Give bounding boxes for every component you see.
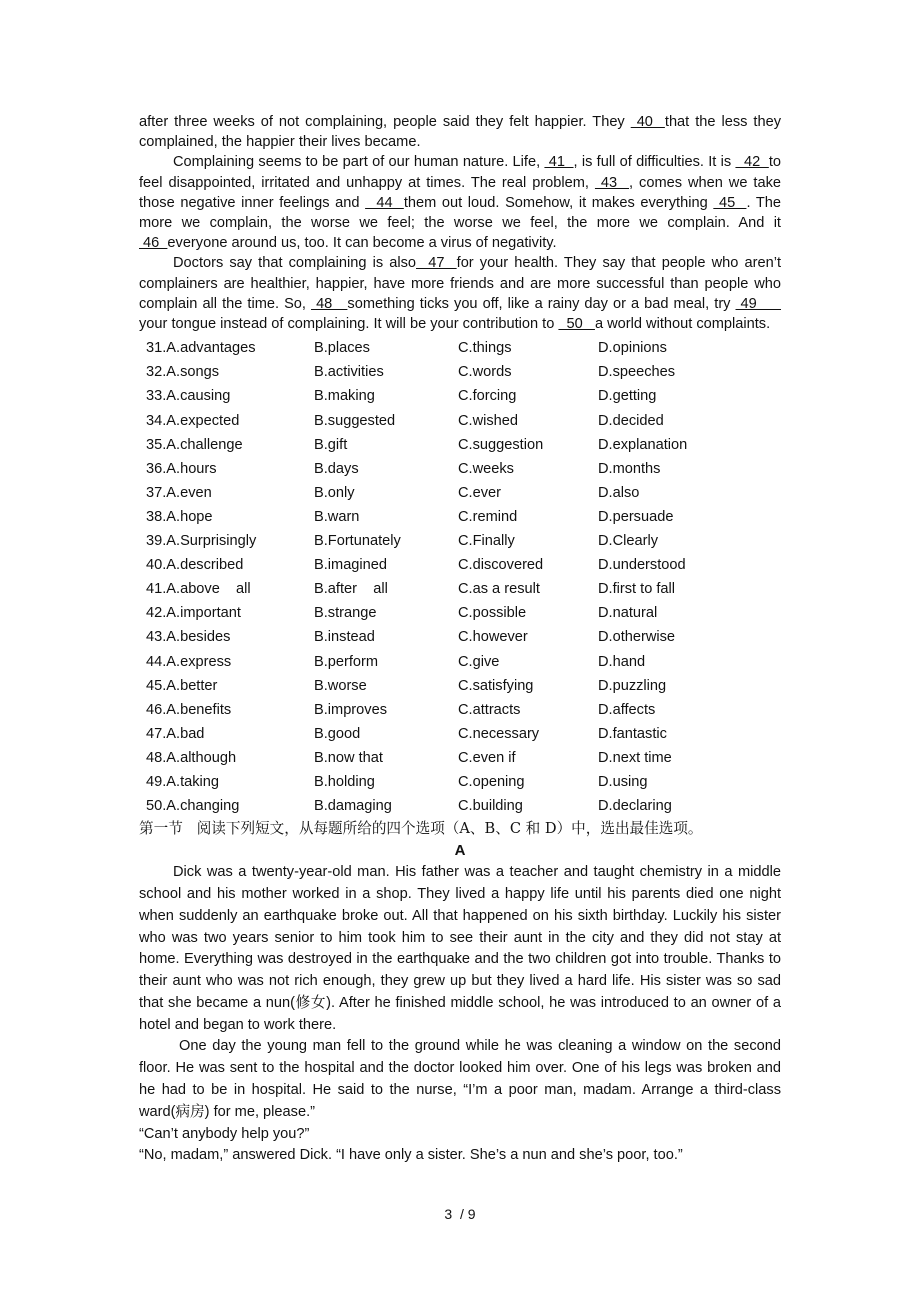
option-b: B.damaging [314, 798, 392, 815]
option-row [139, 722, 781, 746]
option-a: 35.A.challenge [146, 436, 243, 453]
option-b: B.holding [314, 773, 375, 790]
option-b: B.places [314, 340, 370, 357]
option-b: B.good [314, 725, 361, 742]
blank: 50 [558, 316, 595, 333]
option-b: B.improves [314, 701, 387, 718]
option-a: 37.A.even [146, 484, 212, 501]
option-a: 47.A.bad [146, 725, 205, 742]
text-run: Doctors say that complaining is also [173, 255, 417, 272]
blank: 42 [735, 154, 769, 171]
page-number: 3 / 9 [444, 1206, 476, 1222]
option-row [139, 649, 781, 673]
text-run: after three weeks of not complaining, people said they felt happier. They [139, 114, 631, 130]
option-row [139, 529, 781, 553]
document-page [139, 112, 781, 1167]
option-d: D.puzzling [598, 677, 667, 694]
option-b: B.instead [314, 629, 375, 646]
option-a: 39.A.Surprisingly [146, 533, 257, 550]
option-d: D.decided [598, 412, 664, 429]
option-a: 43.A.besides [146, 629, 231, 646]
option-d: D.also [598, 484, 640, 501]
option-d: D.Clearly [598, 533, 659, 550]
option-b: B.perform [314, 653, 379, 670]
option-row [139, 384, 781, 408]
option-b: B.days [314, 460, 359, 477]
answer-options-list [139, 336, 781, 818]
option-d: D.persuade [598, 508, 674, 525]
option-a: 32.A.songs [146, 364, 220, 381]
option-a: 41.A.above all [146, 581, 251, 598]
blank: 43 [594, 174, 630, 191]
text-run: a world without complaints. [594, 316, 771, 333]
option-row [139, 433, 781, 457]
option-c: C.ever [458, 484, 501, 501]
option-row [139, 457, 781, 481]
option-a: 50.A.changing [146, 798, 240, 815]
option-row [139, 409, 781, 433]
option-c: C.as a result [458, 581, 540, 598]
blank: 40 [630, 114, 665, 130]
option-a: 49.A.taking [146, 773, 220, 790]
option-b: B.gift [314, 436, 348, 453]
dialog-line-2: “No, madam,” answered Dick. “I have only a sister. She’s a nun and she’s poor, too.” [139, 1147, 683, 1164]
blank: 44 [365, 194, 404, 211]
option-b: B.imagined [314, 557, 388, 574]
option-row [139, 794, 781, 818]
option-a: 42.A.important [146, 605, 241, 622]
option-a: 34.A.expected [146, 412, 240, 429]
option-a: 40.A.described [146, 557, 244, 574]
option-c: C.weeks [458, 460, 514, 477]
option-c: C.words [458, 364, 512, 381]
option-c: C.give [458, 653, 500, 670]
option-a: 31.A.advantages [146, 340, 256, 357]
option-c: C.suggestion [458, 436, 544, 453]
text-run: something ticks you off, like a rainy day or a bad meal, try [347, 295, 736, 312]
option-row [139, 674, 781, 698]
option-b: B.making [314, 388, 375, 405]
option-d: D.months [598, 460, 661, 477]
option-b: B.Fortunately [314, 533, 401, 550]
option-row [139, 770, 781, 794]
option-d: D.explanation [598, 436, 688, 453]
option-row [139, 577, 781, 601]
option-d: D.opinions [598, 340, 667, 357]
option-row [139, 360, 781, 384]
option-c: C.building [458, 798, 523, 815]
cloze-paragraph-1 [139, 112, 781, 152]
option-c: C.wished [458, 412, 519, 429]
option-d: D.first to fall [598, 581, 676, 598]
option-b: B.activities [314, 364, 384, 381]
option-a: 36.A.hours [146, 460, 217, 477]
option-row [139, 746, 781, 770]
option-d: D.hand [598, 653, 646, 670]
option-d: D.declaring [598, 798, 672, 815]
option-d: D.speeches [598, 364, 676, 381]
cloze-paragraph-2 [139, 152, 781, 253]
option-c: C.Finally [458, 533, 515, 550]
option-b: B.strange [314, 605, 377, 622]
text-run: them out loud. Somehow, it makes everything [403, 194, 714, 211]
option-c: C.however [458, 629, 528, 646]
text-run: to feel disappointed, irritated and unhappy at times. The real problem, [139, 154, 781, 191]
option-a: 48.A.although [146, 749, 237, 766]
option-c: C.forcing [458, 388, 517, 405]
passage-label: A [454, 842, 466, 860]
option-row [139, 553, 781, 577]
option-c: C.even if [458, 749, 516, 766]
option-c: C.discovered [458, 557, 544, 574]
text-run: that the less they complained, the happier their lives became. [139, 114, 781, 151]
option-row [139, 481, 781, 505]
text-run: . The more we complain, the worse we feel; the worse we feel, the more we complain. And it [139, 194, 781, 232]
dialog-line-1: “Can’t anybody help you?” [139, 1125, 310, 1142]
option-b: B.suggested [314, 412, 396, 429]
option-a: 45.A.better [146, 677, 218, 694]
option-c: C.satisfying [458, 677, 534, 694]
text-run: Complaining seems to be part of our human nature. Life, [173, 154, 545, 171]
section-heading: 第一节 阅读下列短文，从每题所给的四个选项（A、B、C 和 D）中，选出最佳选项。 [139, 820, 703, 838]
option-c: C.possible [458, 605, 527, 622]
option-d: D.using [598, 773, 648, 790]
blank: 49 [735, 295, 781, 312]
text-run: , is full of difficulties. It is [573, 154, 736, 171]
text-run: , comes when we take those negative inner feelings and [139, 174, 781, 211]
option-a: 38.A.hope [146, 508, 213, 525]
option-c: C.necessary [458, 725, 540, 742]
option-b: B.warn [314, 508, 360, 525]
text-run: your tongue instead of complaining. It will be your contribution to [139, 316, 559, 333]
option-d: D.affects [598, 701, 656, 718]
text-run: for your health. They say that people who aren’t complainers are healthier, happier, have more friends and are more successful than people who complain all the time. So, [139, 255, 781, 312]
option-d: D.getting [598, 388, 657, 405]
option-b: B.now that [314, 749, 383, 766]
blank: 46 [139, 235, 168, 252]
option-row [139, 336, 781, 360]
option-a: 44.A.express [146, 653, 232, 670]
option-row [139, 625, 781, 649]
option-d: D.natural [598, 605, 658, 622]
option-b: B.after all [314, 581, 388, 598]
option-d: D.otherwise [598, 629, 676, 646]
blank: 47 [416, 255, 457, 272]
option-b: B.only [314, 484, 355, 501]
option-d: D.fantastic [598, 725, 667, 742]
story-paragraph-2: One day the young man fell to the ground while he was cleaning a window on the second floor. He was sent to the hospital and the doctor looked him over. One of his legs was broken and he had to be in hospital. He said to the nurse, “I’m a poor man, madam. Arrange a third-class ward(病房) for me, please.” [139, 1038, 781, 1120]
option-b: B.worse [314, 677, 367, 694]
blank: 48 [311, 295, 348, 312]
blank: 45 [713, 194, 747, 211]
option-row [139, 505, 781, 529]
option-row [139, 601, 781, 625]
option-d: D.next time [598, 749, 672, 766]
option-row [139, 698, 781, 722]
option-c: C.attracts [458, 701, 521, 718]
option-c: C.things [458, 340, 512, 357]
option-c: C.remind [458, 508, 518, 525]
cloze-paragraph-3 [139, 253, 781, 334]
option-c: C.opening [458, 773, 525, 790]
option-d: D.understood [598, 557, 686, 574]
text-run: everyone around us, too. It can become a virus of negativity. [167, 235, 557, 252]
blank: 41 [544, 154, 574, 171]
option-a: 33.A.causing [146, 388, 231, 405]
story-paragraph-1: Dick was a twenty-year-old man. His father was a teacher and taught chemistry in a middle school and his mother worked in a shop. They lived a happy life until his parents died one night when suddenly an earthquake broke out. All that happened on his sixth birthday. Luckily his sister who was two years senior to him took him to see their aunt in the city and they did not stay at home. Everything was destroyed in the earthquake and the two children got into trouble. Thanks to their aunt who was not rich enough, they grew up but they lived a hard life. His sister was so sad that she became a nun(修女). After he finished middle school, he was introduced to an owner of a hotel and began to work there. [139, 864, 781, 1033]
option-a: 46.A.benefits [146, 701, 232, 718]
